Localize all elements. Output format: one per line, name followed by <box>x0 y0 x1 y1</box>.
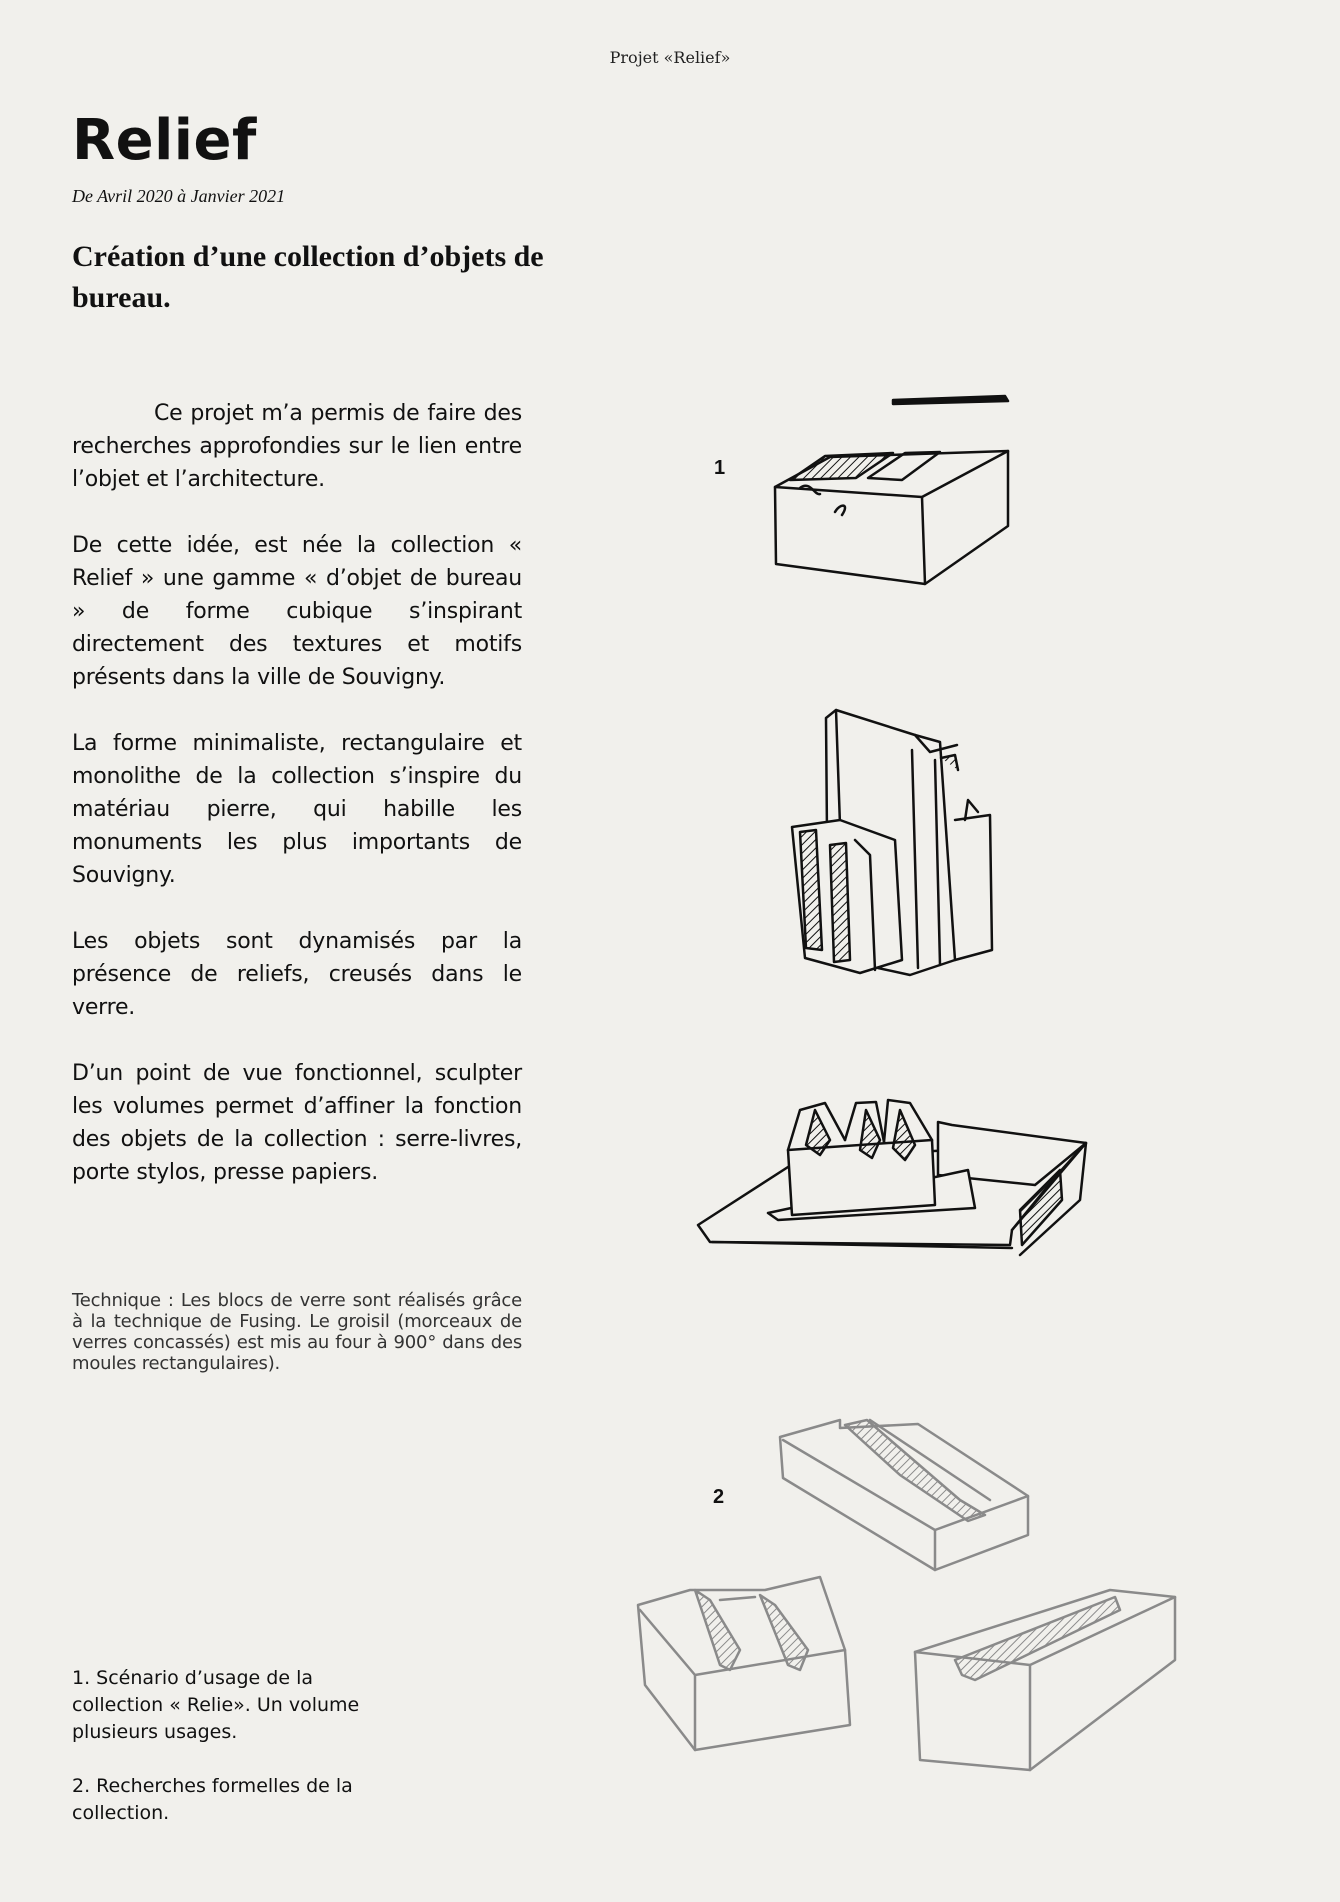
caption-1: 1. Scénario d’usage de la collection « Relie». Un volume plusieurs usages. <box>72 1667 360 1743</box>
sketch-paperweight <box>698 1100 1086 1255</box>
paragraph: Ce projet m’a permis de faire des recherches approfondies sur le lien entre l’objet et l’architecture. <box>72 401 522 492</box>
figure-number-2: 2 <box>713 1486 725 1508</box>
page-header: Projet «Relief» <box>609 48 731 67</box>
caption-2: 2. Recherches formelles de la collection. <box>72 1775 353 1824</box>
figure-number-1: 1 <box>714 457 726 479</box>
sketch-research-long-block <box>780 1420 1028 1570</box>
sketch-pen-holder <box>775 396 1008 584</box>
project-subtitle: Création d’une collection d’objets de bureau. <box>72 240 544 314</box>
technique-note: Technique : Les blocs de verre sont réalisés grâce à la technique de Fusing. Le groisil (morceaux de verres concassés) est mis au four à 900° dans des moules rectangulaires). <box>72 1290 522 1374</box>
sketch-research-grooved-block <box>638 1577 850 1750</box>
paragraph: D’un point de vue fonctionnel, sculpter les volumes permet d’affiner la fonction des objets de la collection : serre-livres, porte stylos, presse papiers. <box>72 1061 522 1185</box>
sketch-book-ends <box>792 710 992 975</box>
paragraph: De cette idée, est née la collection « Relief » une gamme « d’objet de bureau » de forme cubique s’inspirant directement des textures et motifs présents dans la ville de Souvigny. <box>72 533 522 690</box>
page-title: Relief <box>72 108 257 173</box>
paragraph: Les objets sont dynamisés par la présence de reliefs, creusés dans le verre. <box>72 929 522 1020</box>
project-dates: De Avril 2020 à Janvier 2021 <box>72 186 286 206</box>
paragraph: La forme minimaliste, rectangulaire et monolithe de la collection s’inspire du matériau pierre, qui habille les monuments les plus importants de Souvigny. <box>72 731 522 888</box>
sketch-research-trough-block <box>915 1590 1175 1770</box>
